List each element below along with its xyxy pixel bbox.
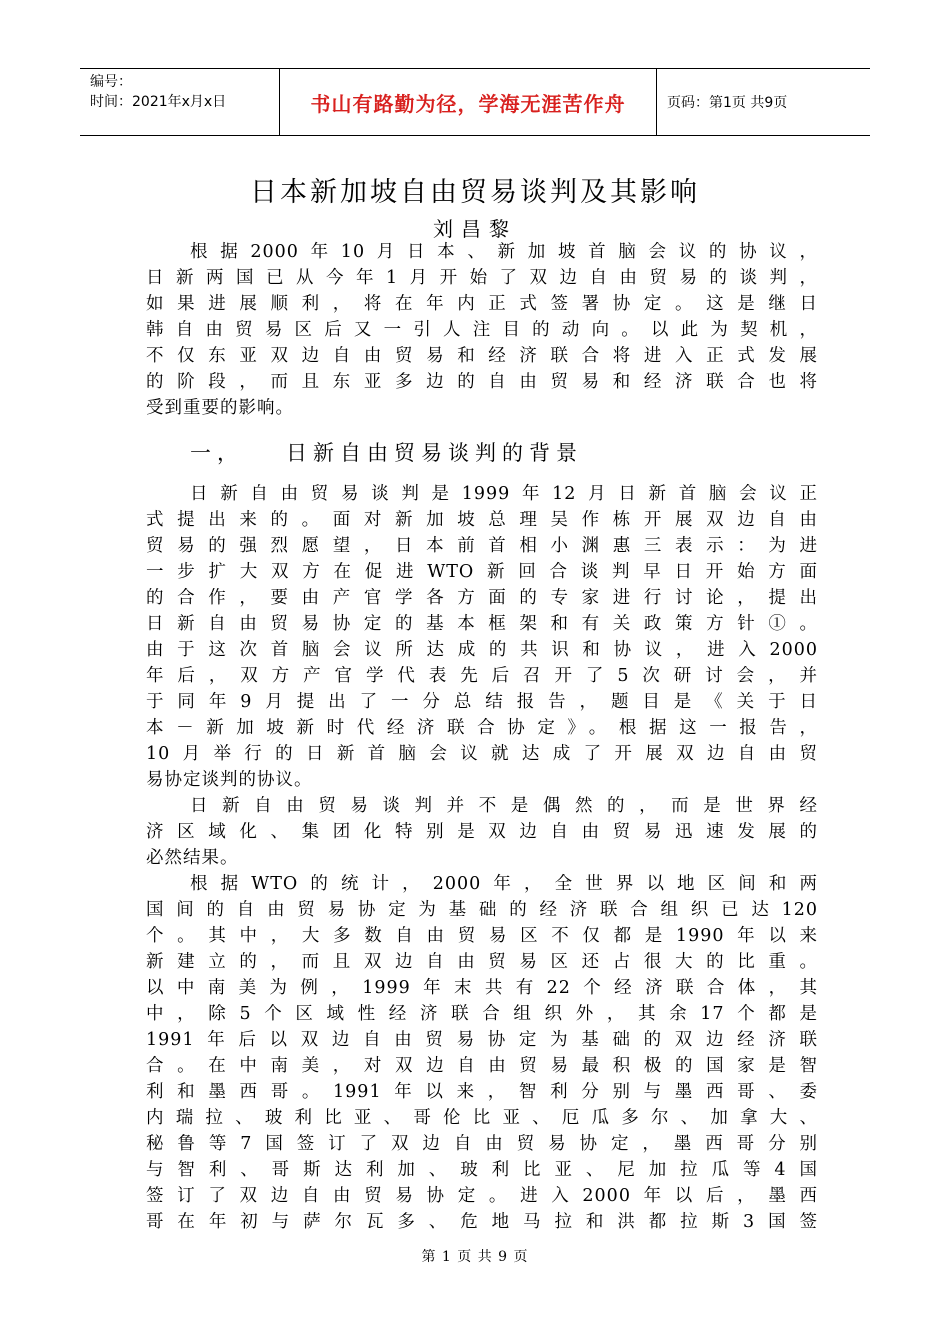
author-name: 刘昌黎 [433, 217, 517, 241]
text-line: 如果进展顺利，将在年内正式签署协定。这是继日 [146, 294, 818, 314]
text-line: 个。其中，大多数自由贸易区不仅都是1990年以来 [146, 926, 818, 946]
text-line: 年后，双方产官学代表先后召开了5次研讨会，并 [146, 666, 818, 686]
text-line: 一步扩大双方在促进WTO新回合谈判早日开始方面 [146, 562, 818, 582]
serial-number-label: 编号： [90, 74, 132, 90]
text-line: 哥在年初与萨尔瓦多、危地马拉和洪都拉斯3国签 [146, 1212, 818, 1232]
date-label: 时间：2021年x月x日 [90, 94, 227, 110]
header-page-cell [657, 69, 870, 135]
header-slogan-cell [280, 69, 657, 135]
text-line: 由于这次首脑会议所达成的共识和协议，进入2000 [146, 640, 818, 660]
text-line: 于同年9月提出了一分总结报告，题目是《关于日 [146, 692, 818, 712]
text-line: 以中南美为例，1999年末共有22个经济联合体，其 [146, 978, 818, 998]
text-line: 不仅东亚双边自由贸易和经济联合将进入正式发展 [146, 346, 818, 366]
paragraph-trend [146, 793, 818, 871]
text-line: 日新自由贸易谈判并不是偶然的，而是世界经 [190, 796, 818, 816]
text-line: 1991年后以双边自由贸易协定为基础的双边经济联 [146, 1030, 818, 1050]
text-line: 新建立的，而且双边自由贸易区还占很大的比重。 [146, 952, 818, 972]
section-number: 一， [190, 441, 244, 465]
text-line: 本－新加坡新时代经济联合协定》。根据这一报告， [146, 718, 818, 738]
header-meta-cell [80, 69, 280, 135]
text-line: 日新自由贸易协定的基本框架和有关政策方针①。 [146, 614, 818, 634]
text-line: 济区域化、集团化特别是双边自由贸易迅速发展的 [146, 822, 818, 842]
text-line: 韩自由贸易区后又一引人注目的动向。以此为契机， [146, 320, 818, 340]
text-line: 根据2000年10月日本、新加坡首脑会议的协议， [190, 242, 818, 262]
text-line: 根据WTO的统计，2000年，全世界以地区间和两 [190, 874, 818, 894]
text-line: 内瑞拉、玻利比亚、哥伦比亚、厄瓜多尔、加拿大、 [146, 1108, 818, 1128]
document-header-table [80, 68, 870, 136]
page-footer: 第 1 页 共 9 页 [421, 1249, 529, 1265]
text-line: 国间的自由贸易协定为基础的经济联合组织已达120 [146, 900, 818, 920]
section-title: 日新自由贸易谈判的背景 [286, 441, 583, 465]
section-heading [146, 421, 818, 481]
text-line: 易协定谈判的协议。 [146, 770, 313, 790]
text-line: 贸易的强烈愿望，日本前首相小渊惠三表示：为进 [146, 536, 818, 556]
text-line: 的合作，要由产官学各方面的专家进行讨论，提出 [146, 588, 818, 608]
text-line: 与智利、哥斯达利加、玻利比亚、尼加拉瓜等4国 [146, 1160, 818, 1180]
text-line: 利和墨西哥。1991年以来，智利分别与墨西哥、委 [146, 1082, 818, 1102]
text-line: 签订了双边自由贸易协定。进入2000年以后，墨西 [146, 1186, 818, 1206]
paragraph-background [146, 481, 818, 793]
text-line: 日新自由贸易谈判是1999年12月日新首脑会议正 [190, 484, 818, 504]
paragraph-statistics [146, 871, 818, 1235]
document-body [146, 239, 818, 1235]
paragraph-intro [146, 239, 818, 421]
text-line: 的阶段，而且东亚多边的自由贸易和经济联合也将 [146, 372, 818, 392]
text-line: 日新两国已从今年1月开始了双边自由贸易的谈判， [146, 268, 818, 288]
text-line: 秘鲁等7国签订了双边自由贸易协定，墨西哥分别 [146, 1134, 818, 1154]
text-line: 中，除5个区域性经济联合组织外，其余17个都是 [146, 1004, 818, 1024]
slogan-text: 书山有路勤为径，学海无涯苦作舟 [310, 91, 626, 116]
page-info: 页码：第1页 共9页 [667, 95, 788, 111]
text-line: 10月举行的日新首脑会议就达成了开展双边自由贸 [146, 744, 818, 764]
document-title: 日本新加坡自由贸易谈判及其影响 [250, 177, 700, 208]
text-line: 式提出来的。面对新加坡总理吴作栋开展双边自由 [146, 510, 818, 530]
text-line: 受到重要的影响。 [146, 398, 294, 418]
text-line: 合。在中南美，对双边自由贸易最积极的国家是智 [146, 1056, 818, 1076]
text-line: 必然结果。 [146, 848, 239, 868]
